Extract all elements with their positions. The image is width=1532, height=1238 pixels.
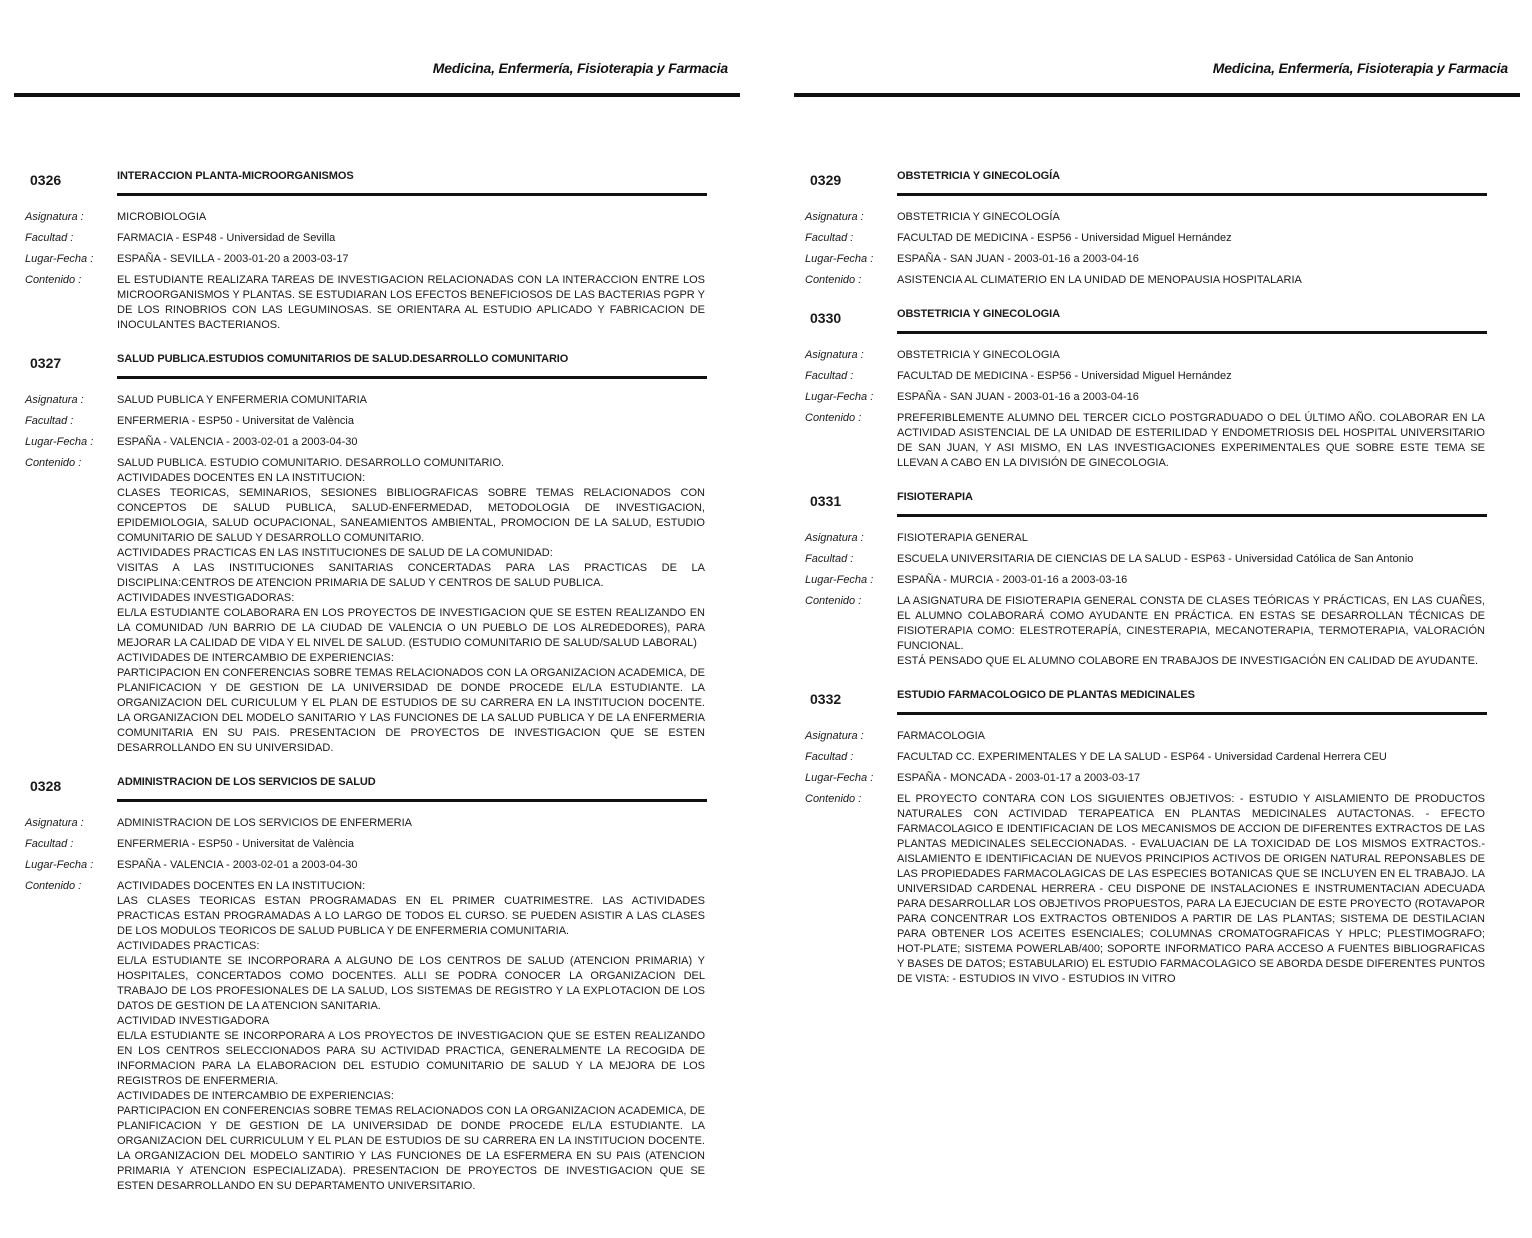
facultad-field bbox=[14, 837, 740, 852]
lugar-fecha-field bbox=[794, 390, 1520, 405]
asignatura-field bbox=[794, 729, 1520, 744]
entry-code: 0332 bbox=[810, 691, 842, 707]
facultad-value: ESCUELA UNIVERSITARIA DE CIENCIAS DE LA SALUD - ESP63 - Universidad Católica de San Antonio bbox=[897, 553, 1414, 565]
contenido-value: EL PROYECTO CONTARA CON LOS SIGUIENTES OBJETIVOS: - ESTUDIO Y AISLAMIENTO DE PRODUCTOS NATURALES CON ACTIVIDAD TERAPEATICA EN PLANTAS MEDICINALES AUTACTONAS. - EFECTO FARMACOLAGICO E IDENTIFICACIAN DE LOS MECANISMOS DE ACCION DE DIFERENTES EXTRACTOS DE LAS PLANTAS MEDICINALES SELECCIONADAS. - EVALUACIAN DE LA TOXICIDAD DE LOS MISMOS EXTRACTOS.- AISLAMIENTO E IDENTIFICACIAN DE NUEVOS PRINCIPIOS ACTIVOS DE ORIGEN NATURAL REPONSABLES DE LAS PROPIEDADES FARMACOLAGICAS DE LAS ESPECIES BOTANICAS QUE SE INCLUYEN EN EL TRABAJO. LA UNIVERSIDAD CARDENAL HERRERA - CEU DISPONE DE INSTALACIONES E INSTRUMENTACIAN ADECUADA PARA DESARROLLAR LOS OBJETIVOS PROPUESTOS, PARA LA EJECUCIAN DE ESTE PROYECTO (ROTAVAPOR PARA CONCENTRAR LOS EXTRACTOS OBTENIDOS A PARTIR DE LAS PLANTAS; SISTEMA DE DESTILACIAN PARA OBTENER LOS ACEITES ESENCIALES; COLUMNAS CROMATOGRAFICAS Y HPLC; PLESTIMOGRAFO; HOT-PLATE; SISTEMA POWERLAB/400; SOPORTE INFORMATICO PARA ACCESO A FUENTES BIBLIOGRAFICAS Y BASES DE DATOS; ESTABULARIO) EL ESTUDIO FARMACOLAGICO SE ABORDA DESDE DIFERENTES PUNTOS DE VISTA: - ESTUDIOS IN VIVO - ESTUDIOS IN VITRO bbox=[897, 793, 1485, 985]
contenido-label: Contenido : bbox=[805, 595, 862, 607]
entry-rule bbox=[117, 376, 707, 379]
lugar-fecha-value: ESPAÑA - SEVILLA - 2003-01-20 a 2003-03-17 bbox=[117, 253, 349, 265]
asignatura-label: Asignatura : bbox=[805, 349, 864, 361]
asignatura-label: Asignatura : bbox=[805, 211, 864, 223]
entry-title: ESTUDIO FARMACOLOGICO DE PLANTAS MEDICINALES bbox=[897, 689, 1195, 701]
facultad-label: Facultad : bbox=[25, 838, 74, 850]
header-rule bbox=[14, 93, 740, 97]
entry-code: 0326 bbox=[30, 172, 62, 188]
contenido-field bbox=[794, 411, 1520, 471]
asignatura-value: OBSTETRICIA Y GINECOLOGÍA bbox=[897, 211, 1060, 223]
lugar-fecha-value: ESPAÑA - MURCIA - 2003-01-16 a 2003-03-16 bbox=[897, 574, 1128, 586]
lugar-fecha-value: ESPAÑA - SAN JUAN - 2003-01-16 a 2003-04-16 bbox=[897, 253, 1139, 265]
entry-header bbox=[14, 168, 740, 204]
contenido-value: SALUD PUBLICA. ESTUDIO COMUNITARIO. DESARROLLO COMUNITARIO. ACTIVIDADES DOCENTES EN LA INSTITUCION: CLASES TEORICAS, SEMINARIOS, SESIONES BIBLIOGRAFICAS SOBRE TEMAS RELACIONADOS CON CONCEPTOS DE SALUD PUBLICA, SALUD-ENFERMEDAD, METODOLOGIA DE INVESTIGACION, EPIDEMIOLOGIA, SALUD OCUPACIONAL, SANEAMIENTOS AMBIENTAL, PROMOCION DE LA SALUD, ESTUDIO COMUNITARIO DE SALUD Y DESARROLLO COMUNITARIO. ACTIVIDADES PRACTICAS EN LAS INSTITUCIONES DE SALUD DE LA COMUNIDAD: VISITAS A LAS INSTITUCIONES SANITARIAS CONCERTADAS PARA LAS PRACTICAS DE LA DISCIPLINA:CENTROS DE ATENCION PRIMARIA DE SALUD Y CENTROS DE SALUD PUBLICA. ACTIVIDADES INVESTIGADORAS: EL/LA ESTUDIANTE COLABORARA EN LOS PROYECTOS DE INVESTIGACION QUE SE ESTEN REALIZANDO EN LA COMUNIDAD /UN BARRIO DE LA CIUDAD DE VALENCIA O UN PUEBLO DE LOS ALREDEDORES), PARA MEJORAR LA CALIDAD DE VIDA Y EL NIVEL DE SALUD. (ESTUDIO COMUNITARIO DE SALUD/SALUD LABORAL) ACTIVIDADES DE INTERCAMBIO DE EXPERIENCIAS: PARTICIPACION EN CONFERENCIAS SOBRE TEMAS RELACIONADOS CON LA ORGANIZACION ACADEMICA, DE PLANIFICACION Y DE GESTION DE LA UNIVERSIDAD DE DONDE PROCEDE EL/LA ESTUDIANTE. LA ORGANIZACION DEL CURICULUM Y EL PLAN DE ESTUDIOS DE SU CARRERA EN LA INSTITUCION DOCENTE. LA ORGANIZACION DEL MODELO SANITARIO Y LAS FUNCIONES DE LA SALUD PUBLICA Y DE LA ENFERMERIA COMUNITARIA EN SU PAIS. PRESENTACION DE PROYECTOS DE INVESTIGACION QUE SE ESTEN DESARROLLANDO EN SU UNIVERSIDAD. bbox=[117, 457, 705, 754]
lugar-fecha-value: ESPAÑA - VALENCIA - 2003-02-01 a 2003-04-30 bbox=[117, 859, 358, 871]
entry-code: 0329 bbox=[810, 172, 842, 188]
asignatura-label: Asignatura : bbox=[25, 817, 84, 829]
facultad-field bbox=[14, 231, 740, 246]
entry-title: SALUD PUBLICA.ESTUDIOS COMUNITARIOS DE SALUD.DESARROLLO COMUNITARIO bbox=[117, 353, 569, 365]
facultad-label: Facultad : bbox=[25, 415, 74, 427]
lugar-fecha-label: Lugar-Fecha : bbox=[805, 391, 874, 403]
entry-code: 0330 bbox=[810, 310, 842, 326]
entry-0331 bbox=[794, 489, 1520, 669]
contenido-label: Contenido : bbox=[25, 880, 82, 892]
asignatura-value: ADMINISTRACION DE LOS SERVICIOS DE ENFERMERIA bbox=[117, 817, 413, 829]
asignatura-value: FISIOTERAPIA GENERAL bbox=[897, 532, 1028, 544]
entry-rule bbox=[897, 712, 1487, 715]
entry-0332 bbox=[794, 687, 1520, 987]
right-page bbox=[794, 0, 1520, 1238]
entry-rule bbox=[117, 193, 707, 196]
entry-rule bbox=[897, 331, 1487, 334]
entry-rule bbox=[897, 193, 1487, 196]
contenido-field bbox=[14, 273, 740, 333]
facultad-value: FARMACIA - ESP48 - Universidad de Sevilla bbox=[117, 232, 336, 244]
facultad-field bbox=[794, 750, 1520, 765]
asignatura-field bbox=[14, 393, 740, 408]
contenido-field bbox=[794, 792, 1520, 987]
entry-rule bbox=[897, 514, 1487, 517]
entry-title: INTERACCION PLANTA-MICROORGANISMOS bbox=[117, 170, 354, 182]
contenido-label: Contenido : bbox=[25, 457, 82, 469]
lugar-fecha-field bbox=[14, 252, 740, 267]
facultad-label: Facultad : bbox=[805, 751, 854, 763]
lugar-fecha-value: ESPAÑA - MONCADA - 2003-01-17 a 2003-03-17 bbox=[897, 772, 1141, 784]
entry-code: 0327 bbox=[30, 355, 62, 371]
contenido-field bbox=[14, 456, 740, 756]
asignatura-field bbox=[794, 531, 1520, 546]
asignatura-field bbox=[794, 210, 1520, 225]
facultad-field bbox=[794, 231, 1520, 246]
entry-header bbox=[794, 687, 1520, 723]
contenido-value: EL ESTUDIANTE REALIZARA TAREAS DE INVESTIGACION RELACIONADAS CON LA INTERACCION ENTRE LOS MICROORGANISMOS Y PLANTAS. SE ESTUDIARAN LOS EFECTOS BENEFICIOSOS DE LAS BACTERIAS PGPR Y DE LOS RINOBRIOS CON LAS LEGUMINOSAS. SE ORIENTARA AL ESTUDIO APLICADO Y FABRICACION DE INOCULANTES BACTERIANOS. bbox=[117, 274, 705, 331]
asignatura-label: Asignatura : bbox=[805, 532, 864, 544]
entry-header bbox=[14, 774, 740, 810]
lugar-fecha-value: ESPAÑA - VALENCIA - 2003-02-01 a 2003-04-30 bbox=[117, 436, 358, 448]
entry-header bbox=[794, 168, 1520, 204]
entry-header bbox=[794, 489, 1520, 525]
asignatura-field bbox=[794, 348, 1520, 363]
facultad-field bbox=[794, 552, 1520, 567]
contenido-label: Contenido : bbox=[25, 274, 82, 286]
entry-title: OBSTETRICIA Y GINECOLOGÍA bbox=[897, 170, 1060, 182]
entry-0330 bbox=[794, 306, 1520, 471]
asignatura-label: Asignatura : bbox=[25, 211, 84, 223]
facultad-value: ENFERMERIA - ESP50 - Universitat de València bbox=[117, 838, 354, 850]
asignatura-value: FARMACOLOGIA bbox=[897, 730, 986, 742]
lugar-fecha-field bbox=[794, 771, 1520, 786]
asignatura-value: OBSTETRICIA Y GINECOLOGIA bbox=[897, 349, 1060, 361]
lugar-fecha-label: Lugar-Fecha : bbox=[805, 574, 874, 586]
entry-0326 bbox=[14, 168, 740, 333]
facultad-value: FACULTAD DE MEDICINA - ESP56 - Universidad Miguel Hernández bbox=[897, 370, 1232, 382]
facultad-value: FACULTAD CC. EXPERIMENTALES Y DE LA SALUD - ESP64 - Universidad Cardenal Herrera CEU bbox=[897, 751, 1387, 763]
entry-title: OBSTETRICIA Y GINECOLOGIA bbox=[897, 308, 1060, 320]
running-header: Medicina, Enfermería, Fisioterapia y Farmacia bbox=[432, 60, 728, 76]
lugar-fecha-label: Lugar-Fecha : bbox=[805, 253, 874, 265]
entry-0329 bbox=[794, 168, 1520, 288]
contenido-value: ASISTENCIA AL CLIMATERIO EN LA UNIDAD DE MENOPAUSIA HOSPITALARIA bbox=[897, 274, 1302, 286]
contenido-value: LA ASIGNATURA DE FISIOTERAPIA GENERAL CONSTA DE CLASES TEÓRICAS Y PRÁCTICAS, EN LAS CUAÑES, EL ALUMNO COLABORARÁ COMO AYUDANTE EN PRÁCTICA. EN ESTAS SE DESARROLLAN TÉCNICAS DE FISIOTERAPIA COMO: ELESTROTERAPÍA, CINESTERAPIA, MECANOTERAPIA, TERMOTERAPIA, VALORACIÓN FUNCIONAL. ESTÁ PENSADO QUE EL ALUMNO COLABORE EN TRABAJOS DE INVESTIGACIÓN EN CALIDAD DE AYUDANTE. bbox=[897, 595, 1485, 667]
lugar-fecha-field bbox=[794, 573, 1520, 588]
lugar-fecha-label: Lugar-Fecha : bbox=[25, 436, 94, 448]
asignatura-field bbox=[14, 210, 740, 225]
facultad-label: Facultad : bbox=[805, 232, 854, 244]
entry-code: 0331 bbox=[810, 493, 842, 509]
lugar-fecha-field bbox=[14, 858, 740, 873]
lugar-fecha-label: Lugar-Fecha : bbox=[25, 859, 94, 871]
contenido-field bbox=[14, 879, 740, 1194]
entry-list bbox=[794, 168, 1520, 1005]
facultad-value: FACULTAD DE MEDICINA - ESP56 - Universidad Miguel Hernández bbox=[897, 232, 1232, 244]
facultad-field bbox=[794, 369, 1520, 384]
asignatura-label: Asignatura : bbox=[805, 730, 864, 742]
lugar-fecha-label: Lugar-Fecha : bbox=[25, 253, 94, 265]
contenido-value: ACTIVIDADES DOCENTES EN LA INSTITUCION: LAS CLASES TEORICAS ESTAN PROGRAMADAS EN EL PRIMER CUATRIMESTRE. LAS ACTIVIDADES PRACTICAS ESTAN PROGRAMADAS A LO LARGO DE TODOS EL CURSO. SE PUEDEN ASISTIR A LAS CLASES DE LOS MODULOS TEORICOS DE SALUD PUBLICA Y DE ENFERMERIA COMUNITARIA. ACTIVIDADES PRACTICAS: EL/LA ESTUDIANTE SE INCORPORARA A ALGUNO DE LOS CENTROS DE SALUD (ATENCION PRIMARIA) Y HOSPITALES, CONCERTADOS COMO DOCENTES. ALLI SE PODRA CONOCER LA ORGANIZACION DEL TRABAJO DE LOS PROFESIONALES DE LA SALUD, LOS SISTEMAS DE REGISTRO Y LA EXPLOTACION DE LOS DATOS DE GESTION DE LA ATENCION SANITARIA. ACTIVIDAD INVESTIGADORA EL/LA ESTUDIANTE SE INCORPORARA A LOS PROYECTOS DE INVESTIGACION QUE SE ESTEN REALIZANDO EN LOS CENTROS SELECCIONADOS PARA SU ACTIVIDAD PRACTICA, GENERALMENTE LA RECOGIDA DE INFORMACION PARA LA ELABORACION DEL ESTUDIO COMUNITARIO DE SALUD Y LA MEJORA DE LOS REGISTROS DE ENFERMERIA. ACTIVIDADES DE INTERCAMBIO DE EXPERIENCIAS: PARTICIPACION EN CONFERENCIAS SOBRE TEMAS RELACIONADOS CON LA ORGANIZACION ACADEMICA, DE PLANIFICACION Y DE GESTION DE LA UNIVERSIDAD DE DONDE PROCEDE EL/LA ESTUDIANTE. LA ORGANIZACION DEL CURRICULUM Y EL PLAN DE ESTUDIOS DE SU CARRERA EN LA INSTITUCION DOCENTE. LA ORGANIZACION DEL MODELO SANTIRIO Y LAS FUNCIONES DE LA ESFERMERA EN SU PAIS (ATENCION PRIMARIA Y ATENCION ESPECIALIZADA). PRESENTACION DE PROYECTOS DE INVESTIGACION QUE SE ESTEN DESARROLLANDO EN SU DEPARTAMENTO UNIVERSITARIO. bbox=[117, 880, 705, 1192]
facultad-label: Facultad : bbox=[805, 370, 854, 382]
contenido-label: Contenido : bbox=[805, 412, 862, 424]
asignatura-label: Asignatura : bbox=[25, 394, 84, 406]
lugar-fecha-field bbox=[794, 252, 1520, 267]
entry-header bbox=[794, 306, 1520, 342]
facultad-field bbox=[14, 414, 740, 429]
asignatura-field bbox=[14, 816, 740, 831]
entry-header bbox=[14, 351, 740, 387]
contenido-label: Contenido : bbox=[805, 793, 862, 805]
entry-list bbox=[14, 168, 740, 1212]
contenido-value: PREFERIBLEMENTE ALUMNO DEL TERCER CICLO POSTGRADUADO O DEL ÚLTIMO AÑO. COLABORAR EN LA ACTIVIDAD ASISTENCIAL DE LA UNIDAD DE ESTERILIDAD Y ENDOMETRIOSIS DEL HOSPITAL UNIVERSITARIO DE SAN JUAN, Y ASI MISMO, EN LAS INVESTIGACIONES EXPERIMENTALES QUE SOBRE ESTE TEMA SE LLEVAN A CABO EN LA DIVISIÓN DE GINECOLOGIA. bbox=[897, 412, 1485, 469]
entry-0328 bbox=[14, 774, 740, 1194]
asignatura-value: MICROBIOLOGIA bbox=[117, 211, 207, 223]
entry-0327 bbox=[14, 351, 740, 756]
running-header: Medicina, Enfermería, Fisioterapia y Farmacia bbox=[1212, 60, 1508, 76]
contenido-label: Contenido : bbox=[805, 274, 862, 286]
contenido-field bbox=[794, 594, 1520, 669]
lugar-fecha-field bbox=[14, 435, 740, 450]
lugar-fecha-value: ESPAÑA - SAN JUAN - 2003-01-16 a 2003-04-16 bbox=[897, 391, 1139, 403]
entry-title: ADMINISTRACION DE LOS SERVICIOS DE SALUD bbox=[117, 776, 376, 788]
header-rule bbox=[794, 93, 1520, 97]
lugar-fecha-label: Lugar-Fecha : bbox=[805, 772, 874, 784]
facultad-value: ENFERMERIA - ESP50 - Universitat de València bbox=[117, 415, 354, 427]
entry-rule bbox=[117, 799, 707, 802]
contenido-field bbox=[794, 273, 1520, 288]
left-page bbox=[14, 0, 740, 1238]
entry-title: FISIOTERAPIA bbox=[897, 491, 973, 503]
asignatura-value: SALUD PUBLICA Y ENFERMERIA COMUNITARIA bbox=[117, 394, 368, 406]
facultad-label: Facultad : bbox=[805, 553, 854, 565]
entry-code: 0328 bbox=[30, 778, 62, 794]
facultad-label: Facultad : bbox=[25, 232, 74, 244]
